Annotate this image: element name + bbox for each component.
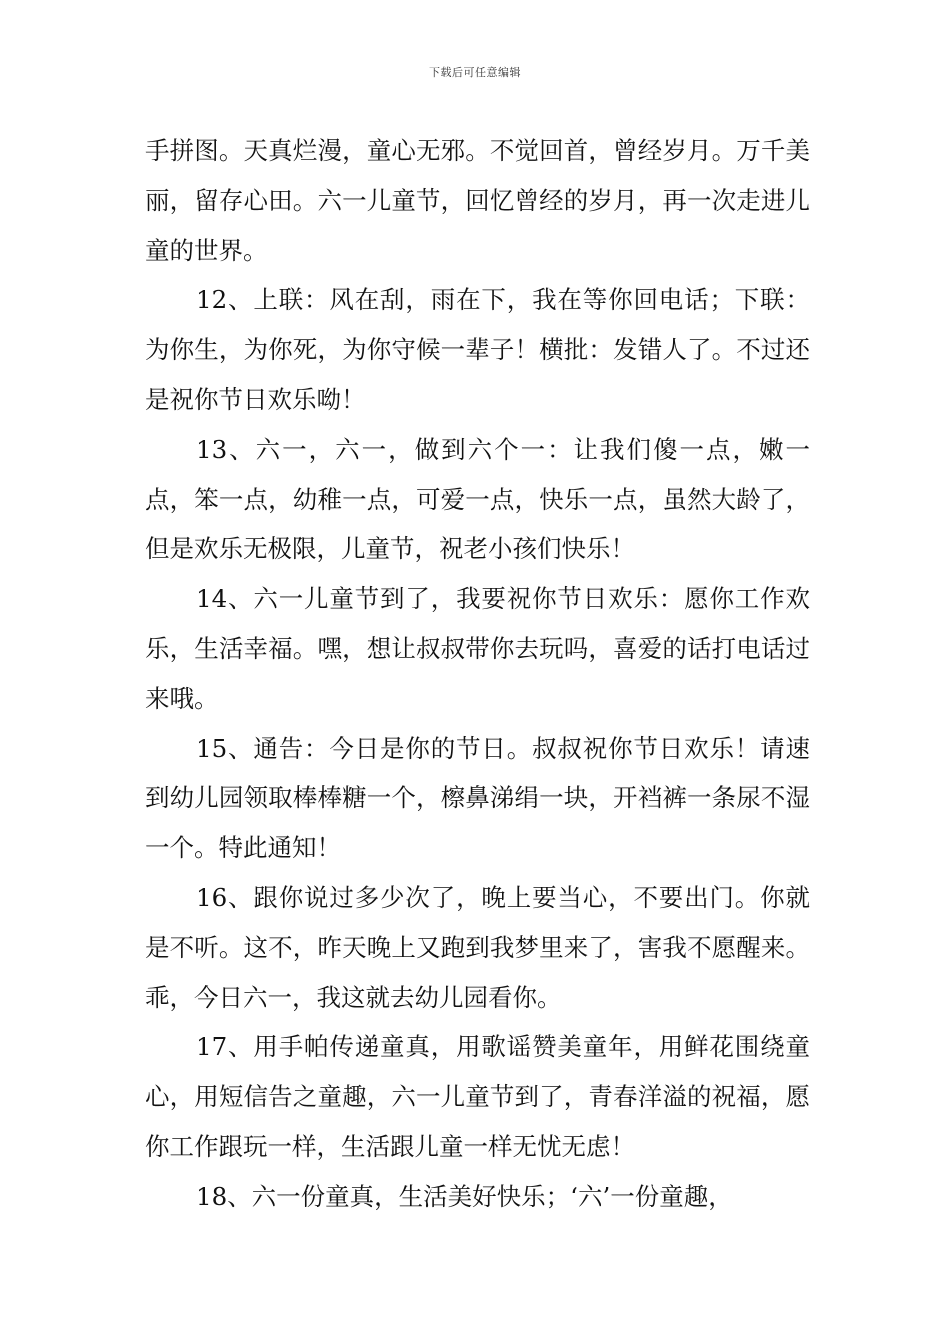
paragraph-item-15: 15、通告：今日是你的节日。叔叔祝你节日欢乐！请速到幼儿园领取棒棒糖一个，檫鼻涕绢一块，开裆裤一条尿不湿一个。特此通知！: [145, 733, 810, 863]
paragraph-item-14: 14、六一儿童节到了，我要祝你节日欢乐：愿你工作欢乐，生活幸福。嘿，想让叔叔带你去玩吗，喜爱的话打电话过来哦。: [145, 584, 810, 713]
paragraph-item-18: 18、六一份童真，生活美好快乐；‘六’一份童趣，: [196, 1181, 733, 1211]
paragraph-continuation: 手拼图。天真烂漫，童心无邪。不觉回首，曾经岁月。万千美丽，留存心田。六一儿童节，回忆曾经的岁月，再一次走进儿童的世界。: [145, 136, 810, 265]
paragraph-item-13: 13、六一，六一，做到六个一：让我们傻一点，嫩一点，笨一点，幼稚一点，可爱一点，快乐一点，虽然大龄了，但是欢乐无极限，儿童节，祝老小孩们快乐！: [145, 434, 810, 564]
paragraph-item-12: 12、上联：风在刮，雨在下，我在等你回电话；下联：为你生，为你死，为你守候一辈子！横批：发错人了。不过还是祝你节日欢乐呦！: [145, 285, 810, 414]
page-header: 下载后可任意编辑: [429, 66, 521, 79]
paragraph-item-17: 17、用手帕传递童真，用歌谣赞美童年，用鲜花围绕童心，用短信告之童趣，六一儿童节到了，青春洋溢的祝福，愿你工作跟玩一样，生活跟儿童一样无忧无虑！: [145, 1032, 810, 1161]
document-body: [145, 126, 810, 1222]
paragraph-item-16: 16、跟你说过多少次了，晚上要当心，不要出门。你就是不听。这不，昨天晚上又跑到我梦里来了，害我不愿醒来。乖，今日六一，我这就去幼儿园看你。: [145, 882, 810, 1012]
